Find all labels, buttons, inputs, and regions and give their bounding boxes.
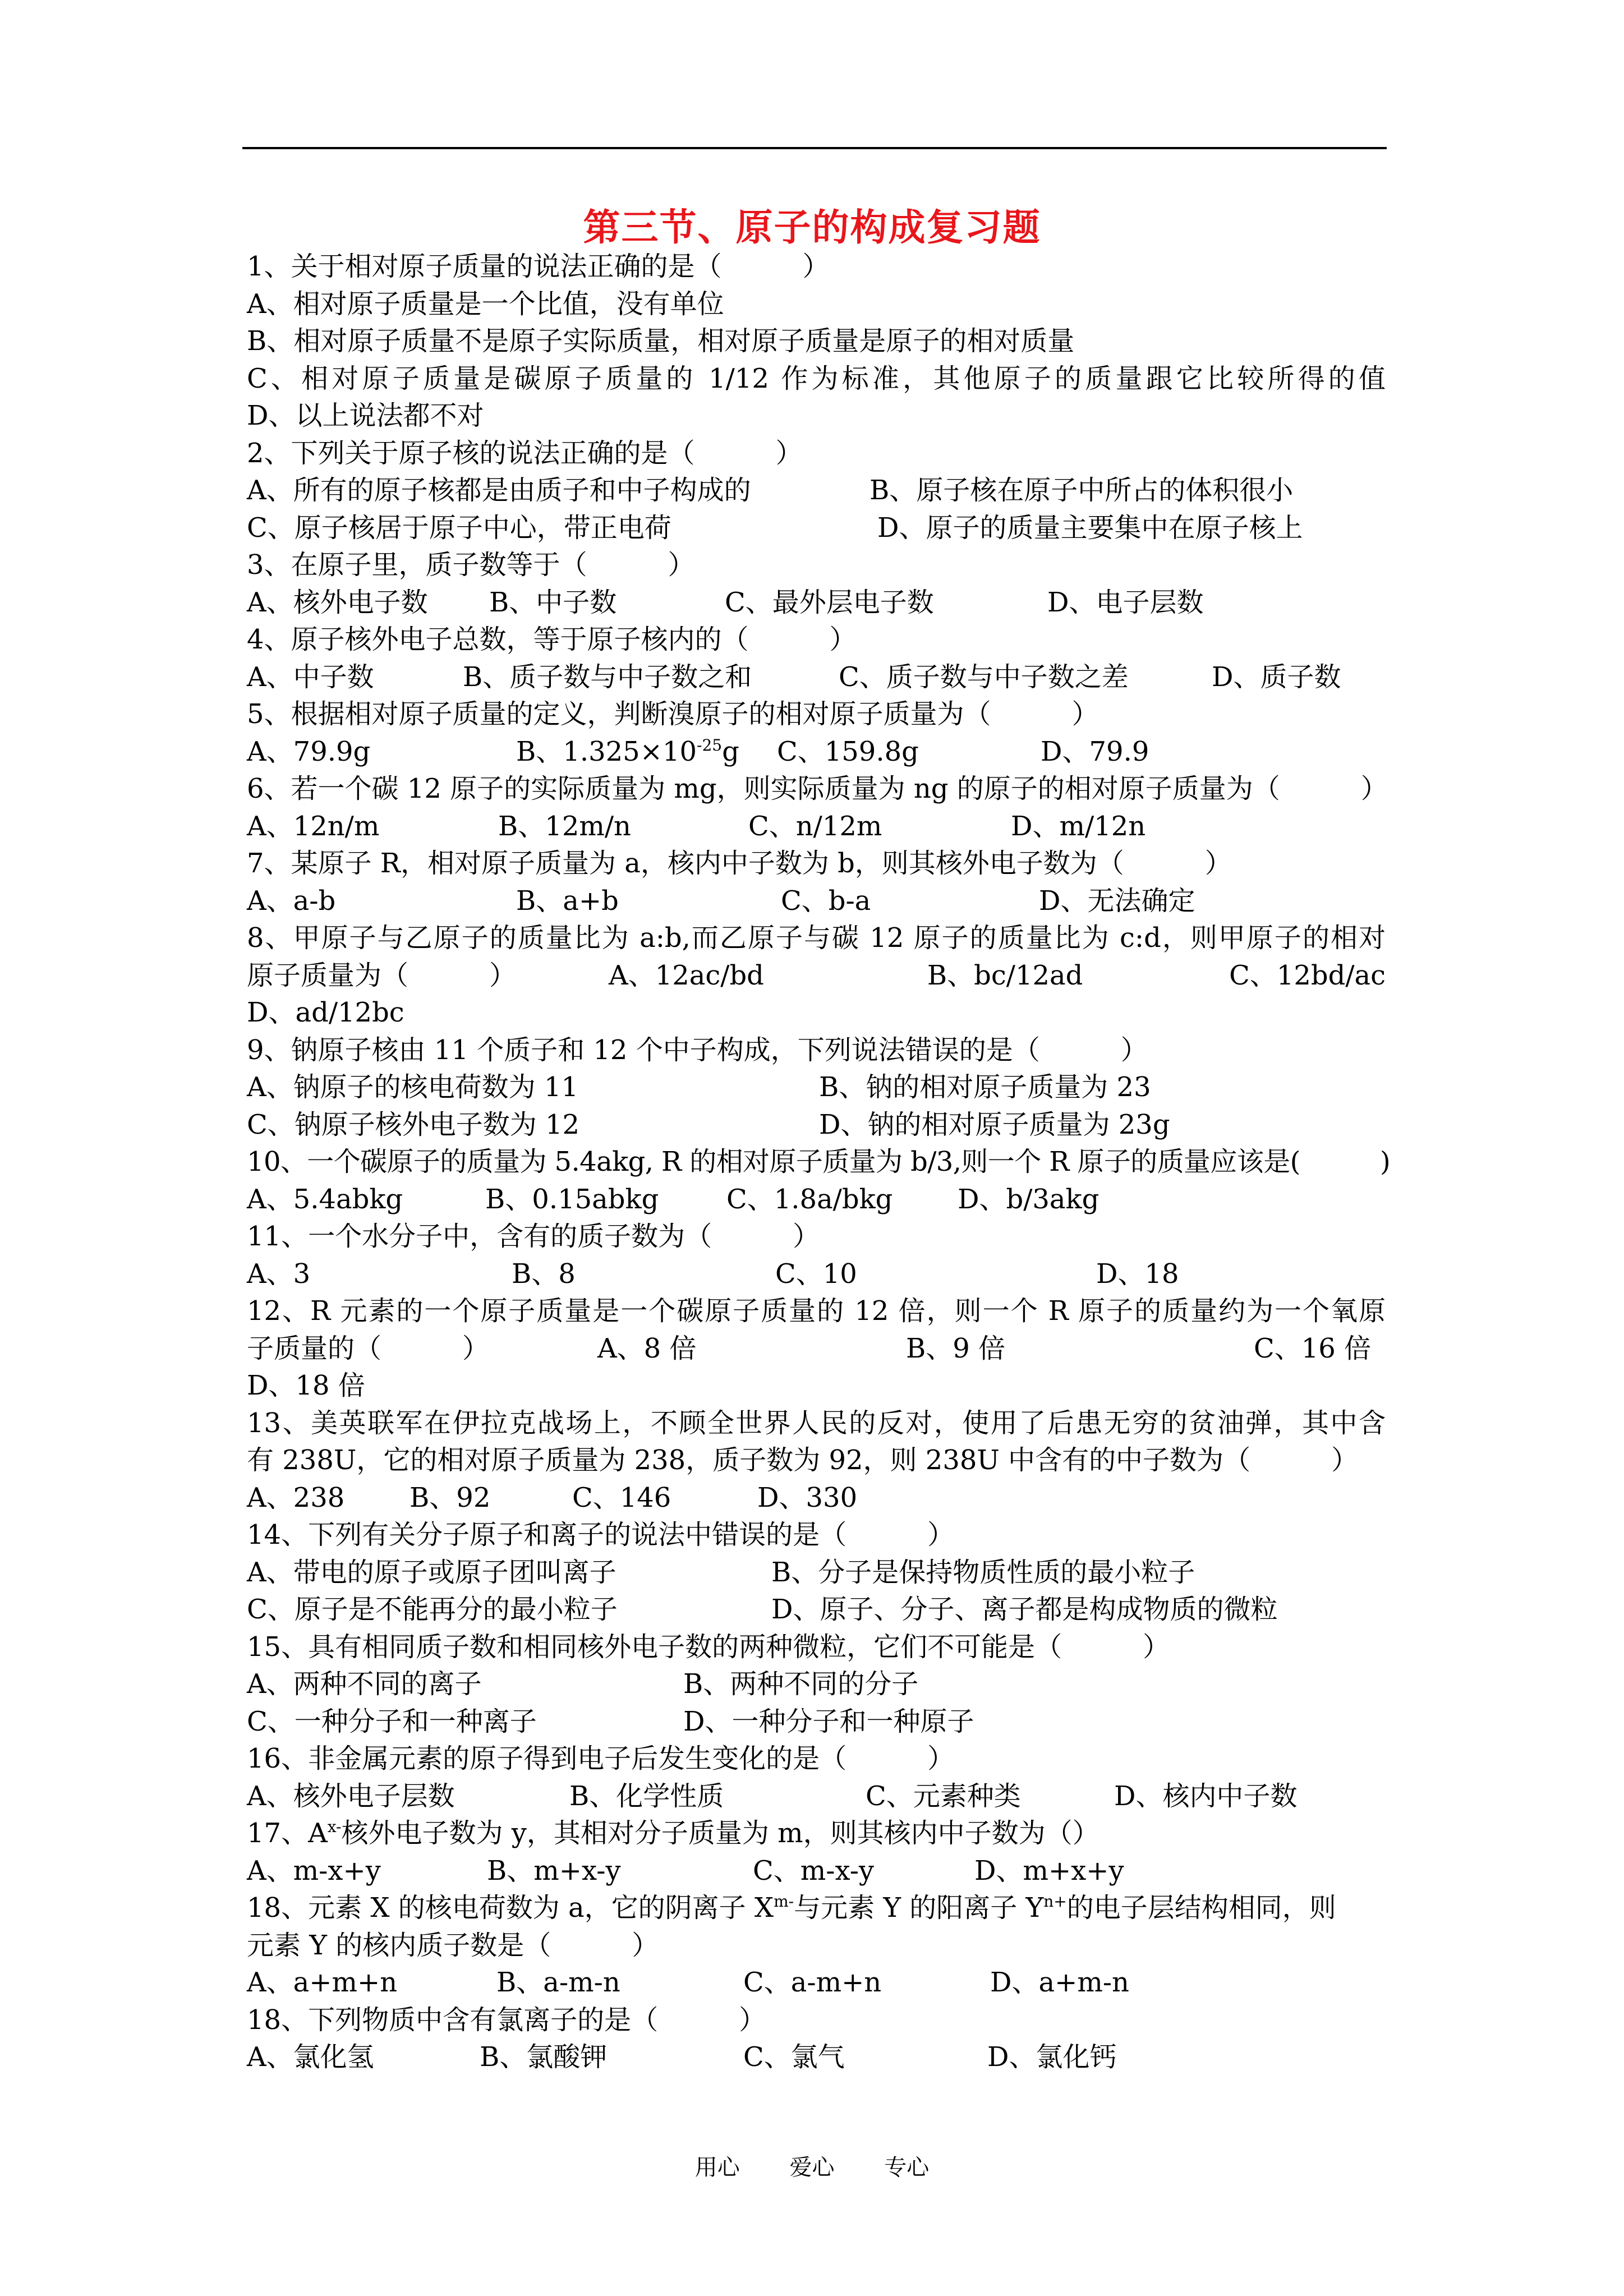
option: A、氯化氢 [247, 2041, 374, 2073]
option-row [247, 957, 1386, 995]
option: A、238 [247, 1481, 345, 1513]
option: C、1.8a/bkg [726, 1183, 893, 1215]
option: A、中子数 [247, 661, 374, 693]
footer-text: 用心 [694, 2155, 740, 2180]
option: D、一种分子和一种原子 [683, 1705, 974, 1737]
option: C、氯气 [743, 2041, 845, 2073]
option: A、5.4abkg [247, 1183, 403, 1215]
question-stem: 14、下列有关分子原子和离子的说法中错误的是（ ） [247, 1519, 955, 1550]
option: A、a-b [247, 885, 336, 917]
option: D、ad/12bc [247, 997, 404, 1028]
option: B、9 倍 [906, 1332, 1006, 1364]
question-stem: 子质量的（ ） [247, 1332, 490, 1364]
option: C、原子核居于原子中心，带正电荷 [247, 512, 671, 544]
footer-text: 爱心 [789, 2155, 835, 2180]
option: A、79.9g [247, 735, 371, 767]
option-row [247, 808, 1386, 845]
option: B、8 [512, 1258, 576, 1290]
option: A、8 倍 [597, 1332, 697, 1364]
option-row [247, 2039, 1386, 2076]
option: A、两种不同的离子 [247, 1668, 482, 1700]
option-row [247, 472, 1386, 509]
option: D、无法确定 [1039, 885, 1195, 917]
option-row [247, 1703, 1386, 1741]
option: D、18 倍 [247, 1370, 365, 1401]
question-stem: 9、钠原子核由 11 个质子和 12 个中子构成，下列说法错误的是（ ） [247, 1034, 1148, 1066]
option: C、元素种类 [866, 1780, 1021, 1812]
option: D、79.9 [1041, 735, 1149, 767]
question-stem: 元素 Y 的核内质子数是（ ） [247, 1929, 659, 1961]
option: B、bc/12ad [927, 959, 1083, 991]
option: B、氯酸钾 [480, 2041, 608, 2073]
option: D、a+m-n [990, 1967, 1129, 1998]
option-text: g [722, 735, 739, 767]
page-footer [0, 2150, 1624, 2182]
option: B、化学性质 [569, 1780, 724, 1812]
option: A、带电的原子或原子团叫离子 [247, 1556, 617, 1588]
option: C、16 倍 [1254, 1332, 1372, 1364]
question-stem: 1、关于相对原子质量的说法正确的是（ ） [247, 251, 830, 282]
charge-superscript: x- [327, 1818, 342, 1836]
question-stem: 7、某原子 R，相对原子质量为 a，核内中子数为 b，则其核外电子数为（ ） [247, 848, 1232, 879]
option: C、b-a [781, 885, 871, 917]
page-title: 第三节、原子的构成复习题 [583, 206, 1041, 249]
option: A、核外电子层数 [247, 1780, 455, 1812]
option-row [247, 1479, 1386, 1517]
option: C、n/12m [748, 810, 882, 842]
option: A、3 [247, 1258, 311, 1290]
option-row [247, 659, 1386, 696]
question-stem: 18、下列物质中含有氯离子的是（ ） [247, 2004, 766, 2036]
option-text: B、1.325×10 [516, 735, 697, 767]
option: A、12n/m [247, 810, 380, 842]
option: A、12ac/bd [609, 959, 764, 991]
option: C、最外层电子数 [725, 586, 934, 618]
option: A、核外电子数 [247, 586, 428, 618]
question-list [247, 248, 1391, 2076]
option: A、a+m+n [247, 1967, 398, 1998]
option: B、分子是保持物质性质的最小粒子 [771, 1556, 1195, 1588]
option-row [247, 1069, 1386, 1106]
option: B、原子核在原子中所占的体积很小 [869, 475, 1294, 506]
header-rule [242, 147, 1387, 149]
option: C、钠原子核外电子数为 12 [247, 1108, 580, 1140]
question-stem: 15、具有相同质子数和相同核外电子数的两种微粒，它们不可能是（ ） [247, 1631, 1170, 1663]
option: D、氯化钙 [987, 2041, 1117, 2073]
stem-text: 17、A [247, 1818, 328, 1849]
option-row [247, 1181, 1386, 1218]
option: B、92 [410, 1481, 491, 1513]
question-stem: 5、根据相对原子质量的定义，判断溴原子的相对原子质量为（ ） [247, 698, 1099, 730]
option-row [247, 1554, 1386, 1591]
charge-superscript: n+ [1043, 1892, 1067, 1911]
option: A、钠原子的核电荷数为 11 [247, 1071, 579, 1103]
option-row [247, 882, 1386, 920]
option: A、所有的原子核都是由质子和中子构成的 [247, 475, 751, 506]
option: C、原子是不能再分的最小粒子 [247, 1594, 618, 1625]
stem-text: 18、元素 X 的核电荷数为 a，它的阴离子 X [247, 1892, 774, 1924]
stem-text: 核外电子数为 y，其相对分子质量为 m，则其核内中子数为（） [341, 1818, 1099, 1849]
option: D、质子数 [1212, 661, 1341, 693]
charge-superscript: m- [774, 1892, 794, 1911]
option: D、18 [1096, 1258, 1179, 1290]
question-stem: 6、若一个碳 12 原子的实际质量为 mg，则实际质量为 ng 的原子的相对原子质量为（ ） [247, 773, 1388, 804]
exponent: -25 [697, 735, 723, 754]
option-row [247, 1665, 1386, 1703]
option-row [247, 1106, 1386, 1144]
option: D、330 [757, 1481, 858, 1513]
option: C、159.8g [777, 735, 919, 767]
question-stem: 8、甲原子与乙原子的质量比为 a:b,而乙原子与碳 12 原子的质量比为 c:d，则甲原子的相对 [247, 922, 1386, 954]
option [516, 733, 777, 771]
option: B、中子数 [489, 586, 617, 618]
question-stem [247, 1815, 1386, 1852]
option: D、m+x+y [974, 1855, 1124, 1887]
option: C、12bd/ac [1229, 959, 1386, 991]
question-stem: 12、R 元素的一个原子质量是一个碳原子质量的 12 倍，则一个 R 原子的质量约为一个氧原 [247, 1295, 1386, 1327]
option: C、一种分子和一种离子 [247, 1705, 537, 1737]
option: D、电子层数 [1047, 586, 1204, 618]
option: D、原子、分子、离子都是构成物质的微粒 [771, 1594, 1278, 1625]
option-row [247, 733, 1386, 771]
option: C、a-m+n [743, 1967, 882, 1998]
option-row [247, 509, 1386, 547]
question-stem: 16、非金属元素的原子得到电子后发生变化的是（ ） [247, 1743, 955, 1774]
question-stem: 13、美英联军在伊拉克战场上，不顾全世界人民的反对，使用了后患无穷的贫油弹，其中含 [247, 1407, 1386, 1439]
footer-text: 专心 [884, 2155, 930, 2180]
option: C、m-x-y [753, 1855, 875, 1887]
option: B、m+x-y [487, 1855, 621, 1887]
question-stem: 4、原子核外电子总数，等于原子核内的（ ） [247, 624, 857, 655]
option: D、钠的相对原子质量为 23g [819, 1108, 1170, 1140]
option: B、质子数与中子数之和 [463, 661, 752, 693]
option: A、m-x+y [247, 1855, 381, 1887]
option: B、两种不同的分子 [683, 1668, 919, 1700]
option: D、核内中子数 [1114, 1780, 1298, 1812]
option: C、146 [572, 1481, 671, 1513]
stem-text: 与元素 Y 的阳离子 Y [794, 1892, 1044, 1924]
option-row [247, 1330, 1386, 1368]
option: B、12m/n [498, 810, 631, 842]
option: B、a-m-n [496, 1967, 620, 1998]
option: D、原子的质量主要集中在原子核上 [877, 512, 1303, 544]
option: B、a+b [516, 885, 619, 917]
option: B、0.15abkg [485, 1183, 659, 1215]
option-row [247, 584, 1386, 622]
option-row [247, 1852, 1386, 1890]
option: C、10 [775, 1258, 857, 1290]
question-stem: 2、下列关于原子核的说法正确的是（ ） [247, 437, 803, 469]
option: C、质子数与中子数之差 [839, 661, 1129, 693]
question-stem: 3、在原子里，质子数等于（ ） [247, 549, 695, 581]
option-row [247, 1778, 1386, 1815]
option: D、以上说法都不对 [247, 400, 484, 431]
question-stem [247, 1889, 1386, 1927]
option-row [247, 1964, 1386, 2001]
option: B、相对原子质量不是原子实际质量，相对原子质量是原子的相对质量 [247, 325, 1075, 357]
question-stem: 11、一个水分子中，含有的质子数为（ ） [247, 1221, 820, 1252]
option-row [247, 1255, 1386, 1293]
stem-text: 的电子层结构相同，则 [1066, 1892, 1336, 1924]
option: C、相对原子质量是碳原子质量的 1/12 作为标准，其他原子的质量跟它比较所得的值 [247, 362, 1386, 394]
option: D、b/3akg [958, 1183, 1099, 1215]
question-stem: 原子质量为（ ） [247, 959, 517, 991]
option: B、钠的相对原子质量为 23 [819, 1071, 1151, 1103]
option-row [247, 1591, 1386, 1628]
option: D、m/12n [1011, 810, 1146, 842]
question-stem: 有 238U，它的相对原子质量为 238，质子数为 92，则 238U 中含有的中子数为（ ） [247, 1444, 1359, 1476]
question-stem: 10、一个碳原子的质量为 5.4akg, R 的相对原子质量为 b/3,则一个 R 原子的质量应该是( ) [247, 1146, 1391, 1177]
option: A、相对原子质量是一个比值，没有单位 [247, 288, 724, 320]
